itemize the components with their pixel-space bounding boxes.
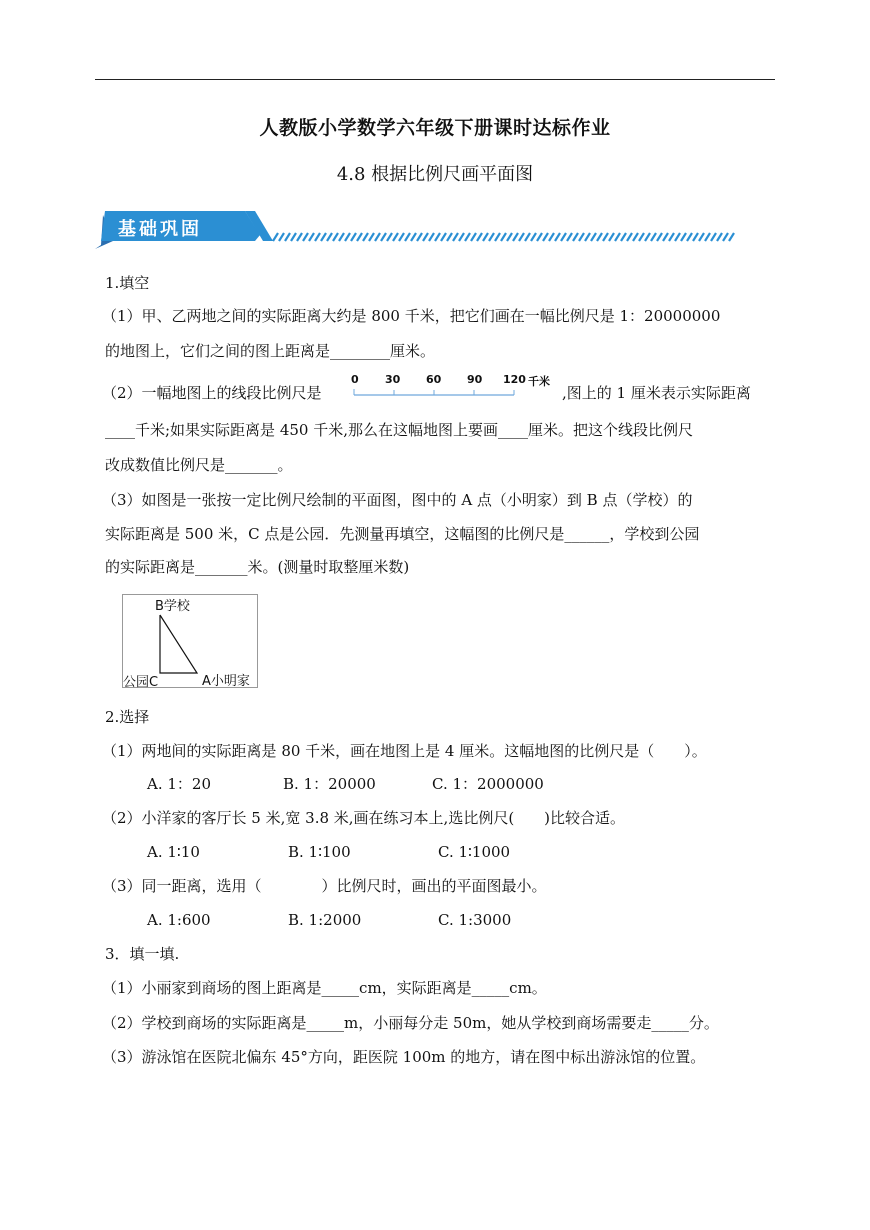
q2-item1: （1）两地间的实际距离是 80 千米，画在地图上是 4 厘米。这幅地图的比例尺是（ ）。 [102, 742, 707, 760]
scale-unit-label: 千米 [528, 375, 550, 388]
figure-label-home: A小明家 [202, 674, 250, 689]
q2-item2: （2）小洋家的客厅长 5 米,宽 3.8 米,画在练习本上,选比例尺( )比较合适。 [102, 809, 626, 827]
worksheet-title: 人教版小学数学六年级下册课时达标作业 [259, 117, 611, 139]
q1-part2-line3: 改成数值比例尺是_______。 [105, 456, 293, 474]
q2-item3-option-b: B. 1:2000 [288, 911, 362, 929]
q3-item3: （3）游泳馆在医院北偏东 45°方向，距医院 100m 的地方，请在图中标出游泳馆的位置。 [102, 1048, 706, 1066]
q1-part1-line1: （1）甲、乙两地之间的实际距离大约是 800 千米，把它们画在一幅比例尺是 1：20000000 [102, 307, 721, 325]
scale-tick-label: 60 [426, 373, 442, 386]
floor-plan-figure [122, 594, 258, 688]
q3-heading: 3．填一填. [105, 945, 180, 963]
line-scale-bar [351, 373, 561, 401]
header-rule [95, 79, 775, 80]
q1-part2-line2: ____千米;如果实际距离是 450 千米,那么在这幅地图上要画____厘米。把这个线段比例尺 [105, 421, 693, 439]
q1-heading: 1.填空 [105, 274, 150, 292]
q2-item2-option-b: B. 1∶100 [288, 843, 351, 861]
section-banner-label: 基础巩固 [118, 219, 202, 240]
figure-label-park: 公园C [123, 675, 159, 690]
q2-item1-option-b: B. 1：20000 [283, 775, 376, 793]
figure-label-school: B学校 [155, 599, 190, 614]
q2-item3-option-a: A. 1:600 [147, 911, 211, 929]
q2-item3: （3）同一距离，选用（ ）比例尺时，画出的平面图最小。 [102, 877, 547, 895]
q2-heading: 2.选择 [105, 708, 150, 726]
q1-part1-line2: 的地图上，它们之间的图上距离是________厘米。 [105, 342, 436, 360]
q2-item1-option-a: A. 1：20 [147, 775, 211, 793]
q2-item2-option-c: C. 1∶1000 [438, 843, 511, 861]
scale-tick-label: 90 [467, 373, 483, 386]
q1-part2-prefix: （2）一幅地图上的线段比例尺是 [102, 384, 322, 402]
q2-item3-option-c: C. 1:3000 [438, 911, 512, 929]
q2-item2-option-a: A. 1∶10 [147, 843, 200, 861]
scale-tick-label: 120 [503, 373, 526, 386]
scale-line [351, 373, 561, 401]
lesson-subtitle: 4.8 根据比例尺画平面图 [336, 164, 534, 185]
q2-item1-option-c: C. 1：2000000 [432, 775, 544, 793]
scale-tick-label: 30 [385, 373, 401, 386]
scale-tick-label: 0 [351, 373, 359, 386]
q1-part2-suffix: ,图上的 1 厘米表示实际距离 [562, 384, 751, 402]
q3-item2: （2）学校到商场的实际距离是_____m，小丽每分走 50m，她从学校到商场需要走_____分。 [102, 1014, 719, 1032]
q1-part3-line1: （3）如图是一张按一定比例尺绘制的平面图，图中的 A 点（小明家）到 B 点（学校）的 [102, 491, 693, 509]
q1-part3-line3: 的实际距离是_______米。(测量时取整厘米数) [105, 558, 410, 576]
q1-part3-line2: 实际距离是 500 米，C 点是公园．先测量再填空，这幅图的比例尺是______，学校到公园 [105, 525, 700, 543]
q3-item1: （1）小丽家到商场的图上距离是_____cm，实际距离是_____cm。 [102, 979, 547, 997]
